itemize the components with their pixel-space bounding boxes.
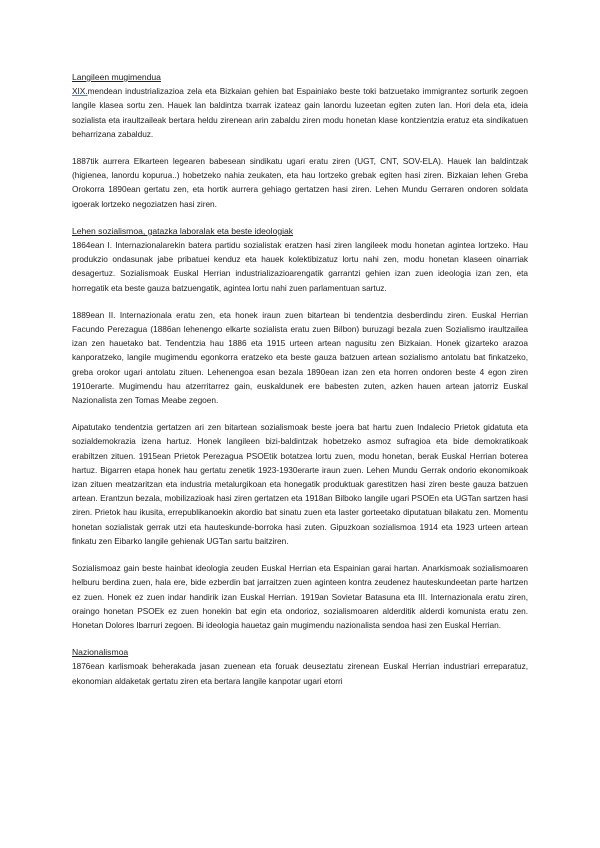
paragraph-sindikatuak: 1887tik aurrera Elkarteen legearen babesean sindikatu ugari eratu ziren (UGT, CNT, SOV-ELA). Hauek lan baldintzak (higienea, lanordu kopurua..) hobetzeko nahia zeukaten, eta hau lortzeko grebak egiten hasi ziren. Bizkaian lehen Greba Orokorra 1890ean gertatu zen, eta hortik aurrera gehiago gertatzen hasi ziren. Lehen Mundu Gerraren ondoren soldata igoerak lortzeko negoziatzen hasi ziren. <box>72 156 528 209</box>
paragraph-beste-ideologiak: Sozialismoaz gain beste hainbat ideologia zeuden Euskal Herrian eta Espainian garai hartan. Anarkismoak sozialismoaren helburu berdina zuen, hala ere, bide ezberdin bat jarraitzen zuen aginteen kontra zeudenez hauteskundeetan parte hartzen ez zuen. Honek ez zuen indar handirik izan Euskal Herrian. 1919an Sovietar Batasuna eta III. Internazionala eratu ziren, oraingo honetan PSOEk ez zuen honekin bat egin eta ondorioz, sozialismoaren alderditik alderdi komunista eratu zen. Honetan Dolores Ibarruri zegoen. Bi ideologia hauetaz gain mugimendu nazionalista sendoa hasi zen Euskal Herrian. <box>72 563 528 630</box>
heading-lehen-sozialismoa: Lehen sozialismoa, gatazka laboralak eta beste ideologiak <box>72 225 294 236</box>
heading-nazionalismoa: Nazionalismoa <box>72 647 129 658</box>
paragraph-industrialization <box>72 84 528 141</box>
heading-langileen-mugimendua: Langileen mugimendua <box>72 72 161 82</box>
paragraph-karlismoa: 1876ean karlismoak beherakada jasan zuenean eta foruak deuseztatu zirenean Euskal Herrian industriari erreparatuz, ekonomian aldaketak gertatu ziren eta bertara langile kanpotar ugari etorri <box>72 661 528 686</box>
paragraph-text: mendean industrializazioa zela eta Bizkaian gehien bat Espainiako beste toki batzuetako immigrantez sorturik zegoen langile klasea sortu zen. Hauek lan baldintza txarrak izateaz gain lanordu luzeetan egiten zuten lan. Hori dela eta, ideia sozialista eta iraultzaileak bertara heldu zirenean arin zabaldu ziren modu honetan klase kontzientzia eratuz eta sindikatuen beharrizana zabalduz. <box>72 86 528 139</box>
paragraph-sozialdemokrazia: Aipatutako tendentzia gertatzen ari zen bitartean sozialismoak beste joera bat hartu zuen Indalecio Prietok gidatuta eta sozialdemokrazia izena hartuz. Honek langileen bizi-baldintzak hobetzeko asmoz sufragioa eta bide demokratikoak erabiltzen zituen. 1915ean Prietok Perezagua PSOEtik botatzea lortu zuen, modu honetan, berak Euskal Herrian boterea hartuz. Bigarren etapa honek hau gertatu zenetik 1923-1930erarte iraun zuen. Lehen Mundu Gerrak ondorio ekonomikoak izan zituen meatzaritzan eta industria metalurgikoan eta honegatik produktuak garestitzen hasi ziren beste gauza batzuen artean. Erantzun bezala, mobilizazioak hasi ziren gertatzen eta 1918an Bilboko langile ugari PSOEn eta UGTan sartzen hasi ziren. Prietok hau ikusita, errepublikanoekin akordio bat sinatu zuen eta laster gorteetako diputatuan bilakatu zen. Momentu honetan sozialistak gerrak utzi eta hauteskunde-borroka hasi zuten. Gipuzkoan sozialismoa 1914 eta 1923 urteen artean finkatu zen Eibarko langile gehienak UGTan sartu baitziren. <box>72 422 528 546</box>
paragraph-internazionala-1: 1864ean I. Internazionalarekin batera partidu sozialistak eratzen hasi ziren langileek modu honetan agintea lortzeko. Hau produkzio ondasunak jabe pribatuei kenduz eta hauek kolektibizatuz lortu nahi zen, modu honetan klaseen oinarriak desagertuz. Sozialismoak Euskal Herrian industrializazioarengatik garrantzi gehien izan zuen ideologia izan zen, eta horregatik eta beste gauza batzuengatik, agintea lortu nahi zuen parlamentuan sartuz. <box>72 240 528 293</box>
spellcheck-marked-word: XIX. <box>72 86 88 97</box>
paragraph-internazionala-2: 1889ean II. Internazionala eratu zen, eta honek iraun zuen bitartean bi tendentzia desberdindu ziren. Euskal Herrian Facundo Perezagua (1886an lehenengo elkarte sozialista eratu zuen Bilbon) buruzagi bezala zuen Sozialismo iraultzailea izan zen hauetako bat. Tendentzia hau 1886 eta 1915 urteen artean nagusitu zen Bizkaian. Honek gizarteko arazoa kanporatzeko, langile mugimendu egonkorra eratzeko eta beste gauza batzuen artean sozialismo antolatu bat finkatzeko, greba orokor ugari antolatu zituen. Lehenengoa esan bezala 1890ean izan zen eta horren ondoren beste 4 egon ziren 1910erarte. Mugimendu hau atzerritarrez gain, euskaldunek ere babesten zuten, azken hauen artean jatorriz Euskal Nazionalista zen Tomas Meabe zegoen. <box>72 309 528 406</box>
document-body <box>72 70 528 701</box>
